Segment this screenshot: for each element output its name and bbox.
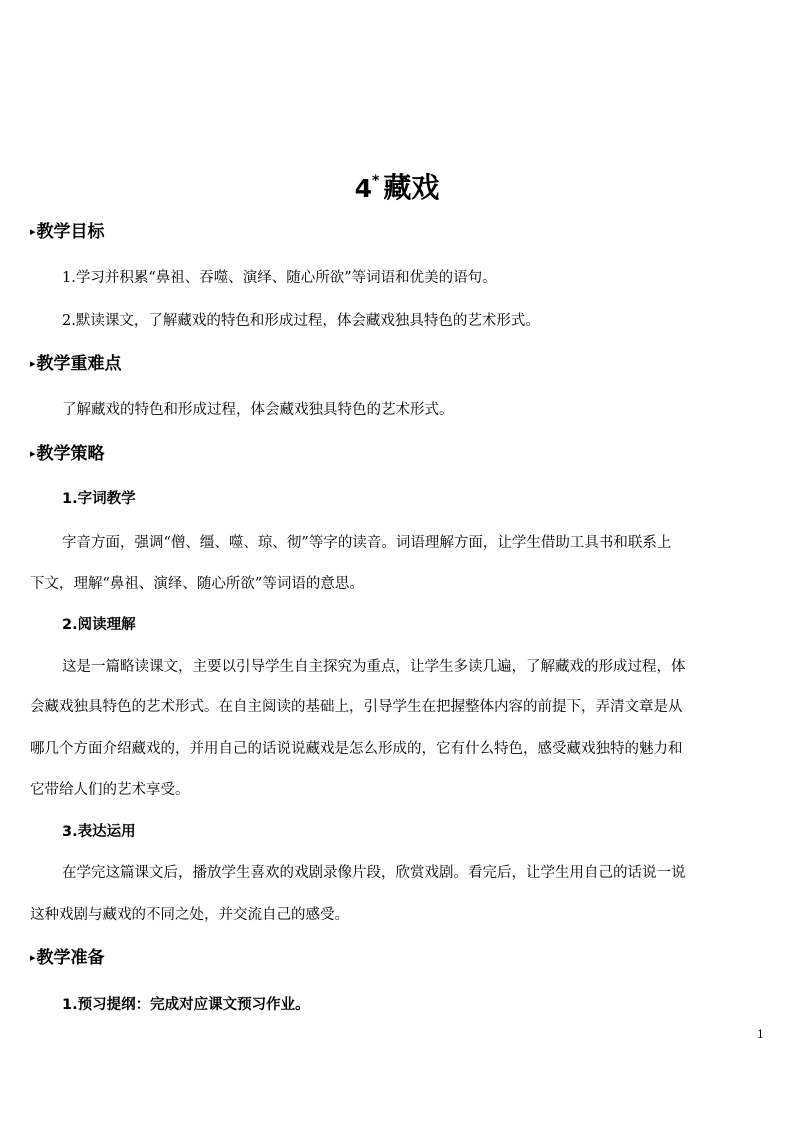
strategy-subheading-expression: 3.表达运用 — [62, 824, 136, 840]
page-title — [0, 161, 794, 209]
strategy-subheading-reading: 2.阅读理解 — [62, 617, 136, 633]
section-heading-goals — [30, 220, 105, 244]
strategy-paragraph-line: 它带给人们的艺术享受。 — [30, 782, 190, 798]
goal-item: 1.学习并积累“鼻祖、吞噬、演绎、随心所欲”等词语和优美的语句。 — [62, 270, 497, 286]
strategy-subheading-vocabulary: 1.字词教学 — [62, 491, 136, 507]
strategy-paragraph-line: 在学完这篇课文后，播放学生喜欢的戏剧录像片段，欣赏戏剧。看完后，让学生用自己的话说一说 — [62, 865, 686, 881]
section-heading-label: 教学策略 — [36, 444, 105, 464]
section-heading-label: 教学目标 — [36, 222, 105, 242]
section-heading-key-points — [30, 352, 122, 376]
strategy-paragraph-line: 字音方面，强调“僧、缰、噬、琼、彻”等字的读音。词语理解方面，让学生借助工具书和联系上 — [62, 535, 672, 551]
triangle-marker-icon: ▸ — [30, 357, 36, 370]
lesson-title: 藏戏 — [383, 170, 440, 204]
strategy-paragraph-line: 下文，理解“鼻祖、演绎、随心所欲”等词语的意思。 — [30, 576, 364, 592]
preparation-item: 1.预习提纲：完成对应课文预习作业。 — [62, 997, 310, 1013]
lesson-number: 4 — [354, 173, 373, 203]
section-heading-strategy — [30, 442, 105, 466]
triangle-marker-icon: ▸ — [30, 951, 36, 964]
triangle-marker-icon: ▸ — [30, 447, 36, 460]
strategy-paragraph-line: 会藏戏独具特色的艺术形式。在自主阅读的基础上，引导学生在把握整体内容的前提下，弄清文章是从 — [30, 699, 683, 715]
goal-item: 2.默读课文，了解藏戏的特色和形成过程，体会藏戏独具特色的艺术形式。 — [62, 313, 540, 329]
page-number: 1 — [757, 1028, 764, 1041]
strategy-paragraph-line: 这种戏剧与藏戏的不同之处，并交流自己的感受。 — [30, 907, 349, 923]
strategy-paragraph-line: 哪几个方面介绍藏戏的，并用自己的话说说藏戏是怎么形成的，它有什么特色，感受藏戏独特的魅力和 — [30, 741, 683, 757]
key-points-text: 了解藏戏的特色和形成过程，体会藏戏独具特色的艺术形式。 — [62, 402, 454, 418]
triangle-marker-icon: ▸ — [30, 225, 36, 238]
section-heading-label: 教学准备 — [36, 948, 105, 968]
strategy-paragraph-line: 这是一篇略读课文，主要以引导学生自主探究为重点，让学生多读几遍，了解藏戏的形成过程，体 — [62, 659, 686, 675]
lesson-mark: * — [372, 172, 380, 189]
section-heading-label: 教学重难点 — [36, 354, 122, 374]
section-heading-preparation — [30, 946, 105, 970]
